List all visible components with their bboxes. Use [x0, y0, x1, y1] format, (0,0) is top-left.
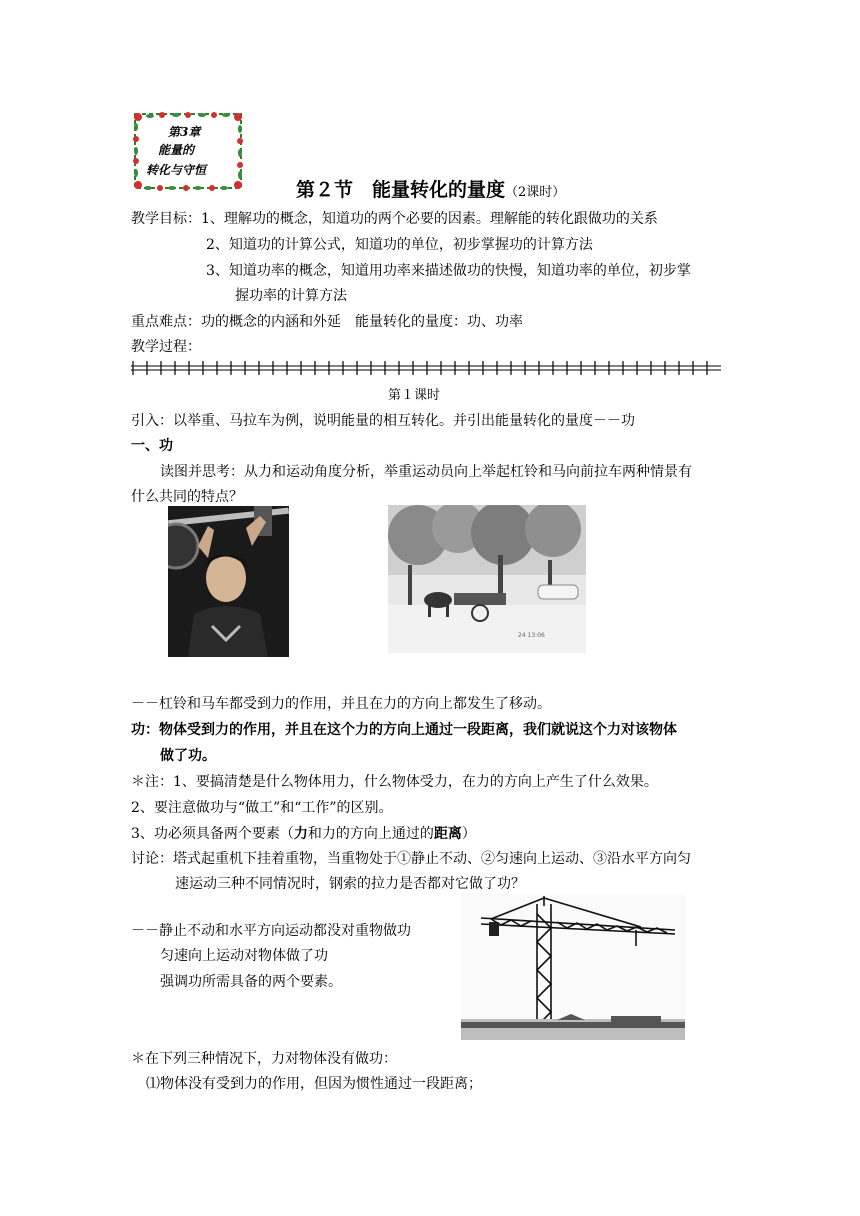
note-3-force: 力 — [293, 826, 308, 842]
objective-3a: 3、知道功率的概念，知道用功率来描述做功的快慢，知道功率的单位，初步掌 — [206, 263, 691, 279]
no-work-case-1: ⑴物体没有受到力的作用，但因为惯性通过一段距离； — [146, 1076, 482, 1092]
read-think-line-2: 什么共同的特点？ — [131, 489, 243, 505]
page-title — [296, 175, 565, 202]
note-3-part-e: ） — [461, 826, 476, 842]
weightlifter-photo — [168, 506, 289, 657]
note-3-distance: 距离 — [433, 826, 462, 842]
note-3-part-c: 和力的方向上通过的 — [307, 826, 434, 842]
horse-carriage-photo — [388, 505, 586, 653]
discussion-line-1: 讨论：塔式起重机下挂着重物，当重物处于①静止不动、②匀速向上运动、③沿水平方向匀 — [131, 851, 691, 867]
lesson-label: 第１课时 — [388, 388, 441, 403]
no-work-intro: ＊在下列三种情况下，力对物体没有做功： — [131, 1051, 397, 1067]
logo-line-3: 转化与守恒 — [146, 163, 207, 177]
note-1: ＊注：1、要搞清楚是什么物体用力，什么物体受力，在力的方向上产生了什么效果。 — [131, 774, 658, 790]
title-main: 第２节 能量转化的量度 — [296, 179, 506, 201]
ruler-divider — [131, 361, 721, 375]
note-3-part-a: 3、功必须具备两个要素（ — [131, 826, 294, 842]
answer-2-line-1: －－静止不动和水平方向运动都没对重物做功 — [131, 923, 411, 939]
discussion-line-2: 速运动三种不同情况时，钢索的拉力是否都对它做了功？ — [175, 876, 525, 892]
objective-3b: 握功率的计算方法 — [235, 288, 347, 304]
answer-2-line-2: 匀速向上运动对物体做了功 — [160, 948, 328, 964]
section-heading: 一、功 — [131, 438, 173, 454]
objectives-label: 教学目标： — [131, 211, 201, 227]
answer-1: －－杠铃和马车都受到力的作用，并且在力的方向上都发生了移动。 — [131, 696, 551, 712]
chapter-logo — [132, 111, 244, 191]
intro-text: 引入：以举重、马拉车为例，说明能量的相互转化。并引出能量转化的量度－－功 — [131, 413, 635, 429]
objectives-line-1 — [131, 208, 658, 228]
answer-2-line-3: 强调功所需具备的两个要素。 — [160, 974, 342, 990]
photo-date-stamp: 24 13:06 — [518, 632, 545, 639]
objective-2: 2、知道功的计算公式，知道功的单位，初步掌握功的计算方法 — [206, 237, 593, 253]
title-sub: （2课时） — [505, 185, 566, 200]
definition-line-1: 功：物体受到力的作用，并且在这个力的方向上通过一段距离，我们就说这个力对该物体 — [131, 722, 677, 738]
key-points: 重点难点：功的概念的内涵和外延 能量转化的量度：功、功率 — [131, 314, 523, 330]
note-3 — [131, 823, 476, 843]
objective-1: 1、理解功的概念，知道功的两个必要的因素。理解能的转化跟做功的关系 — [201, 211, 658, 227]
note-2: 2、要注意做功与“做工”和“工作”的区别。 — [131, 800, 393, 816]
logo-line-1: 第3章 — [168, 125, 201, 139]
read-think-line-1: 读图并思考：从力和运动角度分析，举重运动员向上举起杠铃和马向前拉车两种情景有 — [160, 464, 692, 480]
process-label: 教学过程： — [131, 339, 201, 355]
logo-line-2: 能量的 — [158, 143, 195, 157]
definition-line-2: 做了功。 — [160, 748, 216, 764]
tower-crane-photo — [461, 894, 685, 1040]
